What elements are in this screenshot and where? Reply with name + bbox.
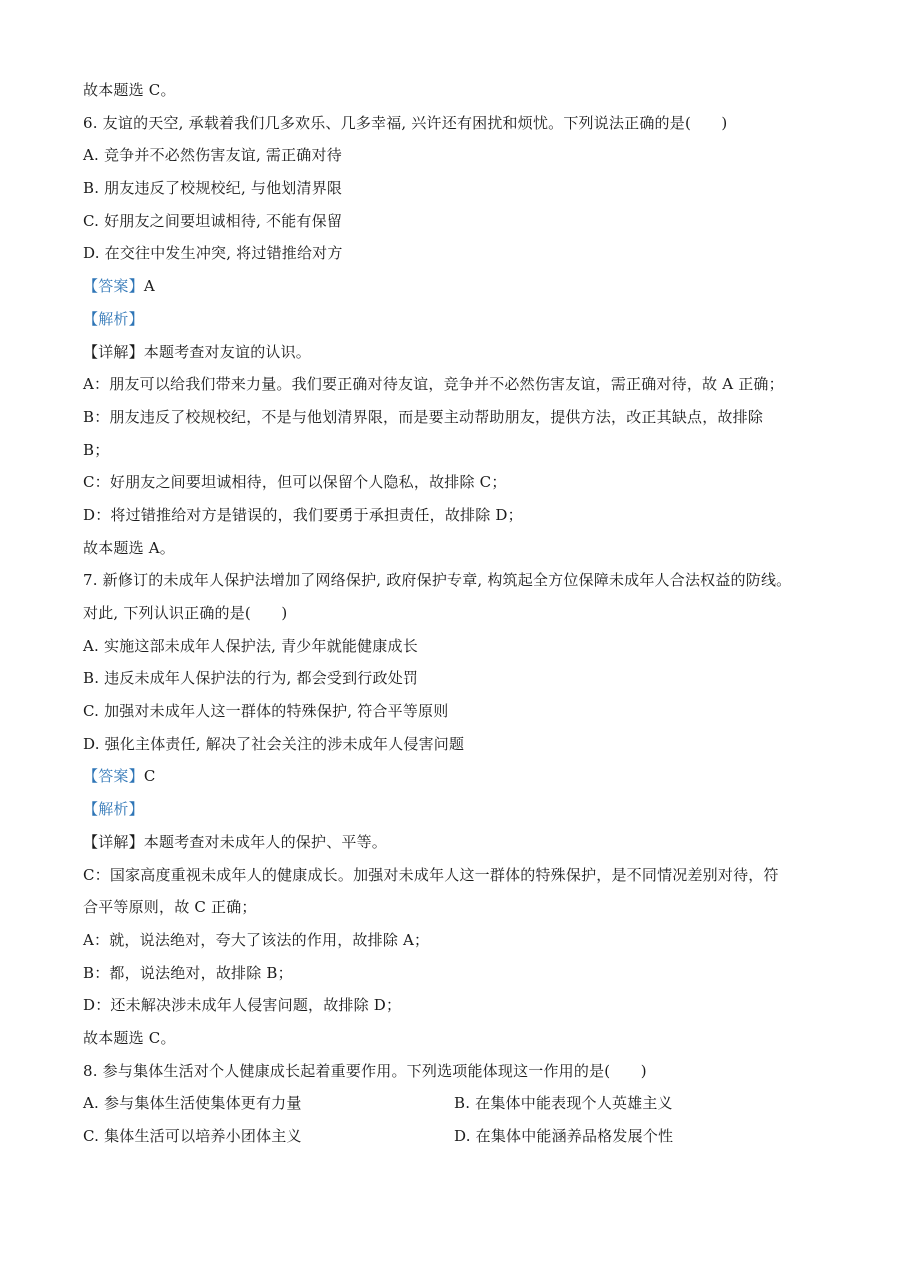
q8-option-c: C. 集体生活可以培养小团体主义 <box>83 1127 302 1145</box>
q8-option-b: B. 在集体中能表现个人英雄主义 <box>454 1094 673 1113</box>
q6-conclusion: 故本题选 A。 <box>83 538 176 557</box>
q6-explain-d: D：将过错推给对方是错误的，我们要勇于承担责任，故排除 D； <box>83 505 523 524</box>
q7-option-b: B. 违反未成年人保护法的行为, 都会受到行政处罚 <box>83 669 419 688</box>
q8-option-d: D. 在集体中能涵养品格发展个性 <box>454 1127 674 1145</box>
q6-stem: 6. 友谊的天空, 承载着我们几多欢乐、几多幸福, 兴许还有困扰和烦忧。下列说法正确的是( ) <box>83 113 728 132</box>
q7-stem: 7. 新修订的未成年人保护法增加了网络保护, 政府保护专章, 构筑起全方位保障未成年人合法权益的防线。 <box>83 571 792 590</box>
q8-options-row-1 <box>83 1087 823 1120</box>
q7-explain-b: B：都，说法绝对，故排除 B； <box>83 963 293 982</box>
q7-explain-c: C：国家高度重视未成年人的健康成长。加强对未成年人这一群体的特殊保护，是不同情况差别对待，符 <box>83 865 779 884</box>
q6-option-a: A. 竞争并不必然伤害友谊, 需正确对待 <box>83 146 342 165</box>
q7-option-c: C. 加强对未成年人这一群体的特殊保护, 符合平等原则 <box>83 702 449 721</box>
q7-analysis-tag: 【解析】 <box>83 800 144 819</box>
q6-detail-intro: 【详解】本题考查对友谊的认识。 <box>83 342 312 361</box>
q6-option-b: B. 朋友违反了校规校纪, 与他划清界限 <box>83 179 343 198</box>
q7-explain-c-cont: 合平等原则，故 C 正确； <box>83 898 257 917</box>
q8-option-a: A. 参与集体生活使集体更有力量 <box>83 1094 302 1113</box>
q6-explain-b: B：朋友违反了校规校纪，不是与他划清界限，而是要主动帮助朋友，提供方法，改正其缺点，故排除 <box>83 407 764 426</box>
q6-option-c: C. 好朋友之间要坦诚相待, 不能有保留 <box>83 211 343 230</box>
q6-answer <box>83 270 823 303</box>
q7-option-d: D. 强化主体责任, 解决了社会关注的涉未成年人侵害问题 <box>83 734 465 753</box>
q6-explain-b-cont: B； <box>83 440 110 459</box>
q7-explain-d: D：还未解决涉未成年人侵害问题，故排除 D； <box>83 996 402 1015</box>
q7-stem-cont: 对此, 下列认识正确的是( ) <box>83 604 288 622</box>
q8-stem: 8. 参与集体生活对个人健康成长起着重要作用。下列选项能体现这一作用的是( ) <box>83 1061 647 1080</box>
q6-option-d: D. 在交往中发生冲突, 将过错推给对方 <box>83 244 343 263</box>
q6-analysis-tag: 【解析】 <box>83 309 144 328</box>
q7-answer <box>83 760 823 793</box>
document-page <box>83 74 823 1153</box>
q8-options-row-2 <box>83 1120 823 1153</box>
q6-explain-c: C：好朋友之间要坦诚相待，但可以保留个人隐私，故排除 C； <box>83 473 507 492</box>
answer-value: C <box>143 767 156 786</box>
q5-conclusion: 故本题选 C。 <box>83 81 176 99</box>
q7-detail-intro: 【详解】本题考查对未成年人的保护、平等。 <box>83 832 388 851</box>
answer-tag: 【答案】 <box>83 277 144 296</box>
q6-explain-a: A：朋友可以给我们带来力量。我们要正确对待友谊，竞争并不必然伤害友谊，需正确对待，故 A 正确； <box>83 375 784 394</box>
answer-tag: 【答案】 <box>83 767 144 786</box>
q7-explain-a: A：就，说法绝对，夸大了该法的作用，故排除 A； <box>83 930 430 949</box>
q7-option-a: A. 实施这部未成年人保护法, 青少年就能健康成长 <box>83 636 418 655</box>
q7-conclusion: 故本题选 C。 <box>83 1028 176 1047</box>
answer-value: A <box>143 277 155 296</box>
